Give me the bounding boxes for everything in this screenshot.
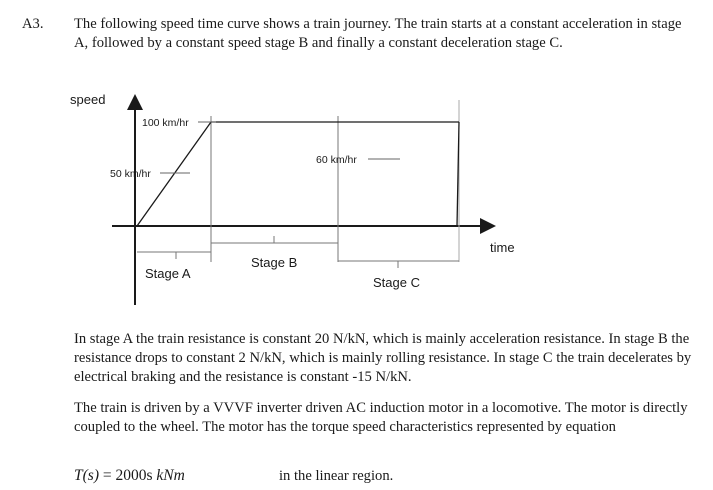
x-axis-label: time (490, 240, 515, 255)
torque-equation (74, 466, 185, 485)
stage-a-label: Stage A (145, 266, 191, 281)
stage-c-label: Stage C (373, 275, 420, 290)
stage-b-bracket (211, 236, 338, 243)
equation-rhs-number: 2000s (115, 467, 153, 484)
stage-c-bracket (338, 261, 459, 268)
equation-equals: = (102, 467, 112, 484)
question-number: A3. (22, 16, 44, 32)
annotation-60kmh: 60 km/hr (316, 154, 357, 166)
resistance-paragraph: In stage A the train resistance is constant 20 N/kN, which is mainly acceleration resistance. In stage B the resistance drops to constant 2 N/kN, which is mainly rolling resistance. In stage C the train decelerates by electrical braking and the resistance is constant -15 N/kN. (74, 331, 692, 385)
equation-rhs-unit: kNm (156, 467, 185, 484)
stage-b-label: Stage B (251, 255, 298, 270)
equation-line (74, 466, 694, 488)
speed-curve-group (137, 122, 459, 226)
motor-paragraph: The train is driven by a VVVF inverter driven AC induction motor in a locomotive. The motor is directly coupled to the wheel. The motor has the torque speed characteristics represented by equation (74, 400, 688, 435)
equation-lhs: T(s) (74, 467, 99, 484)
stage-a-bracket (137, 252, 211, 259)
annotation-100kmh: 100 km/hr (142, 117, 189, 129)
question-intro: The following speed time curve shows a train journey. The train starts at a constant acceleration in stage A, followed by a constant speed stage B and finally a constant deceleration stage C. (74, 16, 682, 51)
annotation-50kmh: 50 km/hr (110, 168, 151, 180)
y-axis-label: speed (70, 92, 106, 107)
equation-note: in the linear region. (279, 468, 394, 484)
